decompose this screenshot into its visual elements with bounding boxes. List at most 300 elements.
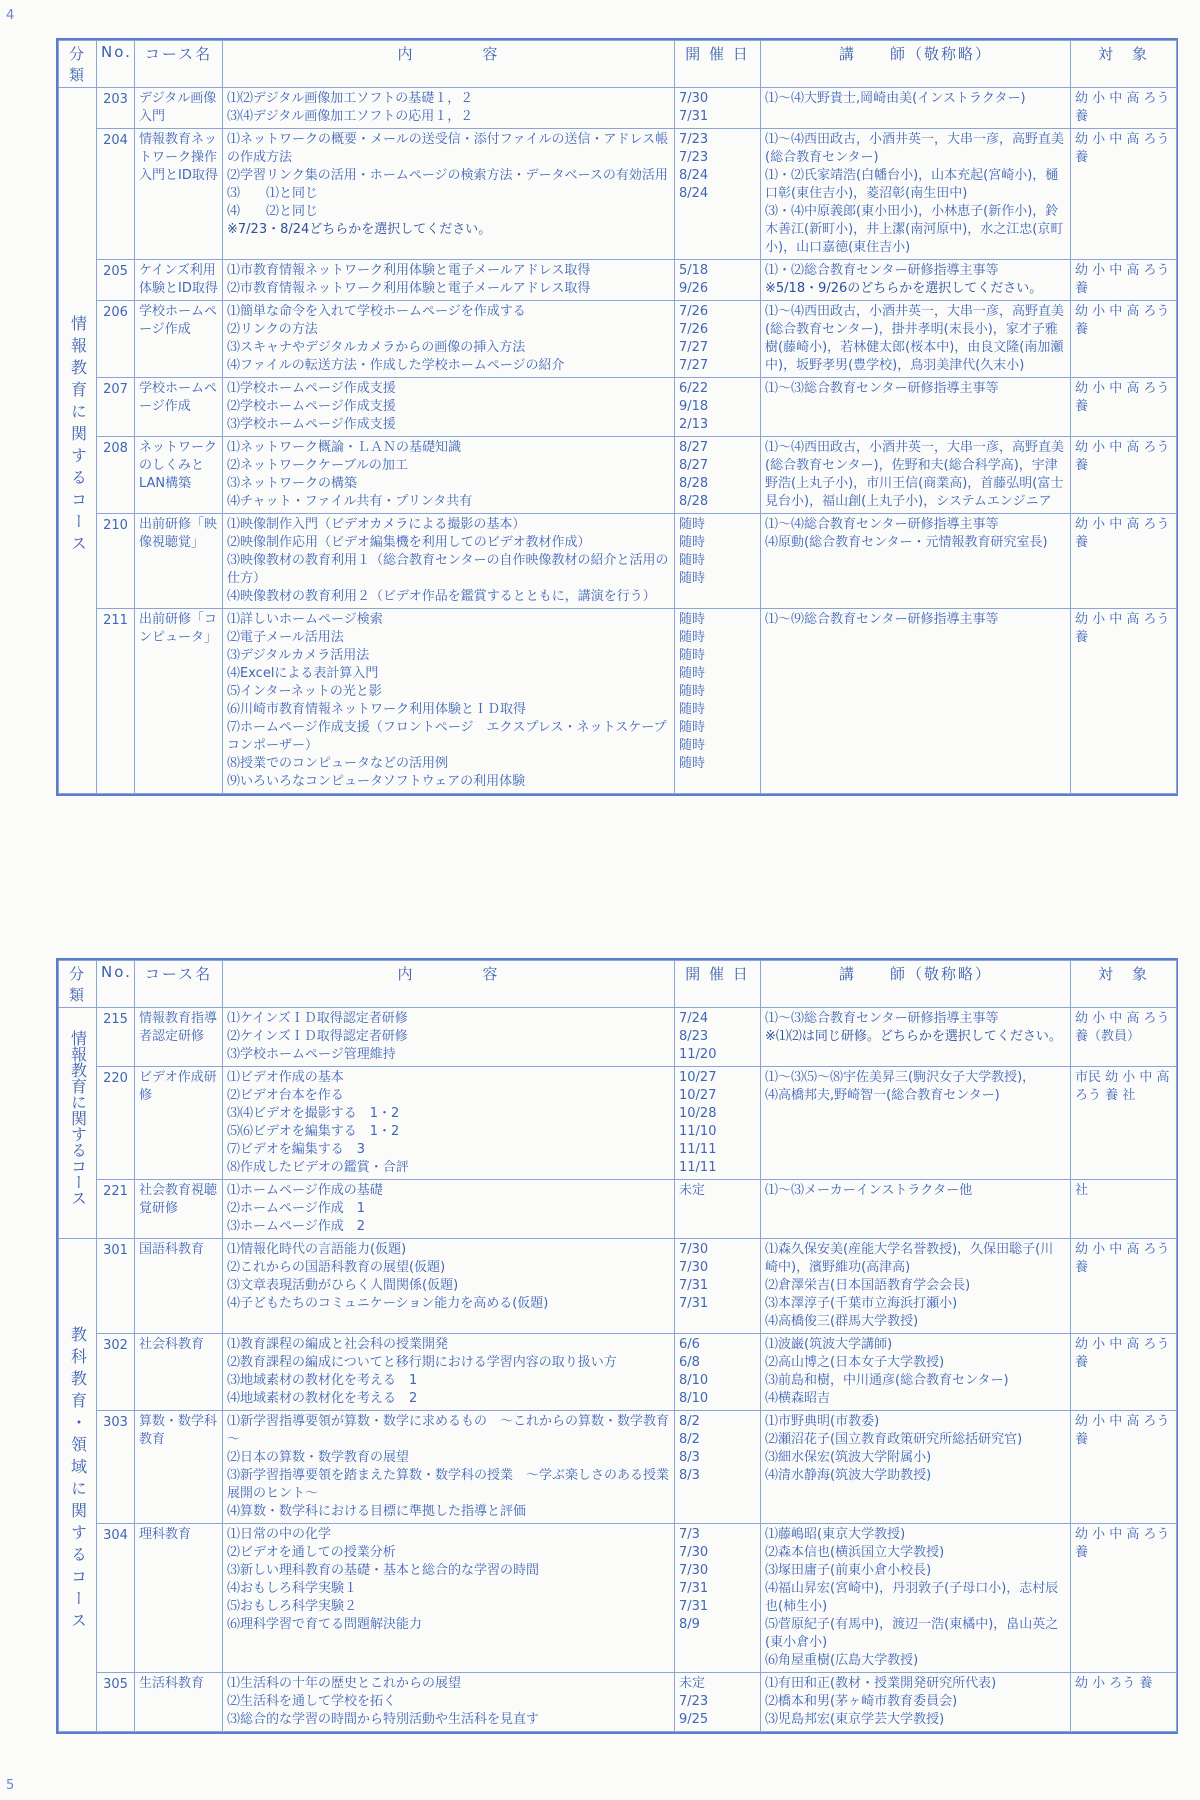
course-dates-line: 随時 (679, 571, 706, 586)
course-dates (675, 1180, 761, 1239)
course-dates-line: 8/10 (679, 1373, 709, 1388)
course-lecturers (761, 1673, 1071, 1732)
course-content-line: ⑺ホームページ作成支援（フロントページ エクスプレス・ネットスケープ コンポーザー） (227, 720, 680, 753)
course-lecturers (761, 1239, 1071, 1334)
course-content-line: ⑶スキャナやデジタルカメラからの画像の挿入方法 (227, 340, 526, 355)
course-lecturers-line: ⑵高山博之(日本女子大学教授) (765, 1355, 945, 1370)
course-content-line: ⑵映像制作応用（ビデオ編集機を利用してのビデオ教材作成） (227, 535, 591, 550)
course-lecturers (761, 88, 1071, 129)
course-dates-line: 7/30 (679, 1563, 709, 1578)
course-dates-line: 7/26 (679, 322, 709, 337)
course-content-line: ⑴ビデオ作成の基本 (227, 1070, 344, 1085)
course-target: 幼 小 ろう 養 (1071, 1673, 1177, 1732)
header-course-name: コース名 (135, 961, 223, 1008)
table-row (59, 1411, 1177, 1524)
course-lecturers-line: ⑴～⑷西田政古，小酒井英一，大串一彦，高野直美(総合教育センター)，佐野和夫(総合科学高)，宇津野浩(上丸子小)，市川王信(商業高)，首藤弘明(富士見台小)，福山創(上丸子小)，システムエンジニア (765, 440, 1065, 509)
table-row (59, 260, 1177, 301)
course-lecturers-line: ⑴・⑵氏家靖浩(白幡台小)，山本充起(宮崎小)，樋口彰(東住吉小)，菱沼彰(南生田中) (765, 168, 1059, 201)
course-dates-line: 随時 (679, 666, 706, 681)
course-dates-line: 7/30 (679, 91, 709, 106)
course-content-line: ⑴ケインズＩＤ取得認定者研修 (227, 1011, 408, 1026)
course-content (223, 260, 675, 301)
course-content (223, 1008, 675, 1067)
course-dates (675, 301, 761, 378)
course-dates-line: 随時 (679, 702, 706, 717)
course-number: 208 (97, 437, 135, 514)
course-name: 出前研修「コンピュータ」 (135, 609, 223, 794)
course-content (223, 129, 675, 260)
course-target: 幼 小 中 高 ろう 養 (1071, 1524, 1177, 1673)
course-number: 305 (97, 1673, 135, 1732)
course-lecturers-line: ⑷原動(総合教育センター・元情報教育研究室長) (765, 535, 1048, 550)
course-dates-line: 8/23 (679, 1029, 709, 1044)
course-content (223, 301, 675, 378)
course-content-line: ※7/23・8/24どちらかを選択してください。 (227, 222, 492, 237)
course-name: 学校ホームページ作成 (135, 378, 223, 437)
course-content-line: ⑵生活科を通して学校を拓く (227, 1694, 397, 1709)
course-lecturers-line: ⑷高橋邦夫,野崎智一(総合教育センター) (765, 1088, 1000, 1103)
course-target: 幼 小 中 高 ろう 養 (1071, 514, 1177, 609)
course-content-line: ⑷ファイルの転送方法・作成した学校ホームページの紹介 (227, 358, 565, 373)
course-dates-line: 7/23 (679, 150, 709, 165)
course-content-line: ⑴教育課程の編成と社会科の授業開発 (227, 1337, 449, 1352)
course-content (223, 1524, 675, 1673)
course-content-line: ⑴ネットワーク概論・ＬＡＮの基礎知識 (227, 440, 462, 455)
table-header-row (59, 41, 1177, 88)
course-content-line: ⑵学校ホームページ作成支援 (227, 399, 396, 414)
course-dates (675, 1673, 761, 1732)
course-lecturers-line: ⑶児島邦宏(東京学芸大学教授) (765, 1712, 945, 1727)
course-content-line: ⑷地域素材の教材化を考える 2 (227, 1391, 418, 1406)
course-dates-line: 5/18 (679, 263, 709, 278)
course-dates-line: 7/27 (679, 358, 709, 373)
category-label: 情報教育に関するコース (68, 314, 88, 557)
course-dates-line: 8/27 (679, 440, 709, 455)
course-dates-line: 7/31 (679, 1599, 709, 1614)
header-date: 開 催 日 (675, 41, 761, 88)
course-dates-line: 6/22 (679, 381, 709, 396)
header-lecturer: 講 師（敬称略） (761, 41, 1071, 88)
course-dates (675, 129, 761, 260)
course-content-line: ⑶学校ホームページ管理維持 (227, 1047, 396, 1062)
course-dates-line: 9/25 (679, 1712, 709, 1727)
course-lecturers-line: ⑷高橋俊三(群馬大学教授) (765, 1314, 919, 1329)
header-content: 内 容 (223, 41, 675, 88)
course-content-line: ⑵電子メール活用法 (227, 630, 344, 645)
course-dates-line: 随時 (679, 630, 706, 645)
header-no: No. (97, 41, 135, 88)
course-content-line: ⑶新しい理科教育の基礎・基本と総合的な学習の時間 (227, 1563, 540, 1578)
table-row (59, 378, 1177, 437)
category-cell (59, 88, 97, 794)
table-row (59, 1334, 1177, 1411)
course-lecturers (761, 1334, 1071, 1411)
course-dates-line: 6/6 (679, 1337, 700, 1352)
course-dates (675, 1239, 761, 1334)
course-lecturers-line: ⑶塚田庸子(前東小倉小校長) (765, 1563, 932, 1578)
course-lecturers (761, 437, 1071, 514)
course-content-line: ⑸⑹ビデオを編集する 1・2 (227, 1124, 400, 1139)
course-name: ネットワークのしくみとLAN構築 (135, 437, 223, 514)
header-content: 内 容 (223, 961, 675, 1008)
course-lecturers-line: ※5/18・9/26のどちらかを選択してください。 (765, 281, 1043, 296)
course-content-line: ⑵ケインズＩＤ取得認定者研修 (227, 1029, 408, 1044)
course-dates-line: 未定 (679, 1183, 706, 1198)
course-content-line: ⑷子どもたちのコミュニケーション能力を高める(仮題) (227, 1296, 549, 1311)
course-dates-line: 10/27 (679, 1070, 717, 1085)
table-row (59, 1239, 1177, 1334)
course-lecturers-line: ⑹角屋重樹(広島大学教授) (765, 1653, 919, 1668)
course-dates-line: 7/31 (679, 1296, 709, 1311)
course-content-line: ⑴市教育情報ネットワーク利用体験と電子メールアドレス取得 (227, 263, 591, 278)
course-lecturers-line: ⑶前島和樹，中川通彦(総合教育センター) (765, 1373, 1009, 1388)
course-content-line: ⑴生活科の十年の歴史とこれからの展望 (227, 1676, 462, 1691)
page-number-bottom: 5 (6, 1778, 15, 1793)
course-content (223, 1673, 675, 1732)
course-target: 幼 小 中 高 ろう 養 (1071, 609, 1177, 794)
course-dates-line: 10/27 (679, 1088, 717, 1103)
course-dates-line: 8/28 (679, 476, 709, 491)
course-lecturers-line: ⑴～⑶メーカーインストラクター他 (765, 1183, 973, 1198)
course-dates-line: 8/24 (679, 168, 709, 183)
course-dates-line: 11/11 (679, 1160, 717, 1175)
course-content-line: ⑶新学習指導要領を踏まえた算数・数学科の授業 ～学ぶ楽しさのある授業展開のヒント～ (227, 1468, 670, 1501)
course-lecturers (761, 1411, 1071, 1524)
course-content-line: ⑺ビデオを編集する 3 (227, 1142, 366, 1157)
course-content-line: ⑵学習リンク集の活用・ホームページの検索方法・データベースの有効活用 (227, 168, 668, 183)
course-content (223, 437, 675, 514)
course-dates-line: 11/20 (679, 1047, 717, 1062)
course-lecturers-line: ⑴～⑼総合教育センター研修指導主事等 (765, 612, 999, 627)
course-dates-line: 8/9 (679, 1617, 700, 1632)
course-content-line: ⑶映像教材の教育利用１（総合教育センターの自作映像教材の紹介と活用の仕方） (227, 553, 669, 586)
table-row (59, 88, 1177, 129)
course-dates-line: 随時 (679, 720, 706, 735)
course-dates (675, 609, 761, 794)
category-cell (59, 1008, 97, 1239)
course-dates-line: 7/23 (679, 1694, 709, 1709)
course-content-line: ⑴ホームページ作成の基礎 (227, 1183, 383, 1198)
course-content-line: ⑴学校ホームページ作成支援 (227, 381, 396, 396)
course-target: 幼 小 中 高 ろう 養 (1071, 301, 1177, 378)
course-dates-line: 2/13 (679, 417, 709, 432)
course-number: 303 (97, 1411, 135, 1524)
course-lecturers (761, 1180, 1071, 1239)
course-content (223, 1067, 675, 1180)
course-content-line: ⑵ホームページ作成 1 (227, 1201, 366, 1216)
course-target: 幼 小 中 高 ろう 養 (1071, 378, 1177, 437)
header-category: 分類 (59, 961, 97, 1008)
course-lecturers (761, 260, 1071, 301)
course-dates-line: 7/27 (679, 340, 709, 355)
course-content-line: ⑴映像制作入門（ビデオカメラによる撮影の基本） (227, 517, 526, 532)
course-content (223, 1239, 675, 1334)
course-lecturers-line: ⑴～⑷西田政古，小酒井英一，大串一彦，高野直美(総合教育センター) (765, 132, 1065, 165)
course-number: 220 (97, 1067, 135, 1180)
course-dates (675, 260, 761, 301)
course-dates-line: 6/8 (679, 1355, 700, 1370)
course-dates (675, 1524, 761, 1673)
course-content-line: ⑷おもしろ科学実験１ (227, 1581, 358, 1596)
course-lecturers-line: ⑶・⑷中原義郎(東小田小)，小林恵子(新作小)，鈴木善江(新町小)，井上潔(南河原中)，水之江忠(京町小)，山口嘉徳(東住吉小) (765, 204, 1064, 255)
course-content-line: ⑵教育課程の編成についてと移行期における学習内容の取り扱い方 (227, 1355, 617, 1370)
course-content-line: ⑵これからの国語科教育の展望(仮題) (227, 1260, 446, 1275)
course-dates-line: 8/2 (679, 1432, 700, 1447)
course-number: 211 (97, 609, 135, 794)
category-label: 教科教育・領域に関するコース (68, 1326, 88, 1634)
course-dates (675, 1067, 761, 1180)
course-dates-line: 7/30 (679, 1545, 709, 1560)
course-dates (675, 1411, 761, 1524)
course-lecturers-line: ⑴藤嶋昭(東京大学教授) (765, 1527, 906, 1542)
course-content-line: ⑴日常の中の化学 (227, 1527, 332, 1542)
header-target: 対 象 (1071, 41, 1177, 88)
course-name: ビデオ作成研修 (135, 1067, 223, 1180)
course-target: 社 (1071, 1180, 1177, 1239)
course-name: 生活科教育 (135, 1673, 223, 1732)
course-target: 幼 小 中 高 ろう 養 (1071, 437, 1177, 514)
page-number-top: 4 (6, 8, 15, 23)
course-lecturers-line: ⑴森久保安美(産能大学名誉教授)，久保田聡子(川崎中)，濱野維功(高津高) (765, 1242, 1054, 1275)
course-dates-line: 随時 (679, 756, 706, 771)
header-category: 分類 (59, 41, 97, 88)
course-dates-line: 9/18 (679, 399, 709, 414)
table-row (59, 609, 1177, 794)
course-number: 302 (97, 1334, 135, 1411)
course-dates-line: 随時 (679, 738, 706, 753)
course-name: 国語科教育 (135, 1239, 223, 1334)
header-course-name: コース名 (135, 41, 223, 88)
course-dates-line: 7/23 (679, 132, 709, 147)
course-content (223, 88, 675, 129)
course-lecturers (761, 1008, 1071, 1067)
course-lecturers-line: ⑴市野典明(市教委) (765, 1414, 880, 1429)
course-content-line: ⑷映像教材の教育利用２（ビデオ作品を鑑賞するとともに，講演を行う） (227, 589, 656, 604)
course-name: 情報教育ネットワーク操作入門とID取得 (135, 129, 223, 260)
course-content-line: ⑵リンクの方法 (227, 322, 318, 337)
course-lecturers (761, 378, 1071, 437)
course-lecturers-line: ⑸菅原紀子(有馬中)，渡辺一浩(東橘中)，畠山英之(東小倉小) (765, 1617, 1059, 1650)
table-row (59, 1180, 1177, 1239)
course-target: 幼 小 中 高 ろう 養 (1071, 129, 1177, 260)
course-lecturers-line: ⑴～⑷大野貴士,岡崎由美(インストラクター) (765, 91, 1026, 106)
course-content-line: ⑶⑷ビデオを撮影する 1・2 (227, 1106, 400, 1121)
course-dates-line: 7/26 (679, 304, 709, 319)
course-dates-line: 8/27 (679, 458, 709, 473)
course-content-line: ⑶総合的な学習の時間から特別活動や生活科を見直す (227, 1712, 540, 1727)
course-content-line: ⑵日本の算数・数学教育の展望 (227, 1450, 410, 1465)
course-number: 207 (97, 378, 135, 437)
course-content-line: ⑶文章表現活動がひらく人間関係(仮題) (227, 1278, 459, 1293)
course-number: 204 (97, 129, 135, 260)
course-dates-line: 7/31 (679, 1278, 709, 1293)
course-content-line: ⑶ネットワークの構築 (227, 476, 358, 491)
course-content-line: ⑶⑷デジタル画像加工ソフトの応用１，２ (227, 109, 474, 124)
course-content-line: ⑴情報化時代の言語能力(仮題) (227, 1242, 407, 1257)
table-row (59, 129, 1177, 260)
course-lecturers-line: ⑵瀬沼花子(国立教育政策研究所総括研究官) (765, 1432, 1023, 1447)
course-name: 社会教育視聴覚研修 (135, 1180, 223, 1239)
course-content-line: ⑴ネットワークの概要・メールの送受信・添付ファイルの送信・アドレス帳の作成方法 (227, 132, 669, 165)
course-name: 算数・数学科教育 (135, 1411, 223, 1524)
course-dates-line: 随時 (679, 553, 706, 568)
course-content-line: ⑹川崎市教育情報ネットワーク利用体験とＩＤ取得 (227, 702, 527, 717)
course-content-line: ⑷ ⑵と同じ (227, 204, 319, 219)
course-content-line: ⑴詳しいホームページ検索 (227, 612, 383, 627)
course-name: 理科教育 (135, 1524, 223, 1673)
course-target: 市民 幼 小 中 高 ろう 養 社 (1071, 1067, 1177, 1180)
course-lecturers-line: ⑴～⑷総合教育センター研修指導主事等 (765, 517, 999, 532)
course-lecturers (761, 609, 1071, 794)
course-name: 社会科教育 (135, 1334, 223, 1411)
course-dates-line: 随時 (679, 535, 706, 550)
course-lecturers-line: ⑴～⑶総合教育センター研修指導主事等 (765, 381, 999, 396)
table-row (59, 301, 1177, 378)
course-lecturers-line: ⑴・⑵総合教育センター研修指導主事等 (765, 263, 999, 278)
course-content-line: ⑶デジタルカメラ活用法 (227, 648, 370, 663)
course-dates-line: 8/10 (679, 1391, 709, 1406)
course-target: 幼 小 中 高 ろう 養 (1071, 1334, 1177, 1411)
table-row (59, 1524, 1177, 1673)
course-number: 215 (97, 1008, 135, 1067)
course-dates-line: 未定 (679, 1676, 706, 1691)
course-dates-line: 7/31 (679, 1581, 709, 1596)
course-lecturers-line: ⑴～⑷西田政古，小酒井英一，大串一彦，高野直美(総合教育センター)，掛井孝明(末長小)，家才子雅樹(藤崎小)，若林健太郎(桜本中)，由良文隆(南加瀬中)，坂野孝男(豊学校)，鳥羽美津代(久末小) (765, 304, 1065, 373)
course-content-line: ⑵ビデオ台本を作る (227, 1088, 344, 1103)
course-content-line: ⑴簡単な命令を入れて学校ホームページを作成する (227, 304, 526, 319)
table-row (59, 1067, 1177, 1180)
course-number: 210 (97, 514, 135, 609)
course-table-top (56, 38, 1178, 796)
course-dates-line: 11/10 (679, 1124, 717, 1139)
course-number: 221 (97, 1180, 135, 1239)
course-dates (675, 88, 761, 129)
course-lecturers (761, 1524, 1071, 1673)
course-number: 206 (97, 301, 135, 378)
header-target: 対 象 (1071, 961, 1177, 1008)
course-dates (675, 1008, 761, 1067)
course-content-line: ⑸おもしろ科学実験２ (227, 1599, 358, 1614)
course-dates (675, 378, 761, 437)
course-dates-line: 随時 (679, 517, 706, 532)
course-content-line: ⑼いろいろなコンピュータソフトウェアの利用体験 (227, 774, 526, 789)
course-table (58, 960, 1177, 1732)
course-name: ケインズ利用体験とID取得 (135, 260, 223, 301)
category-label: 情報教育に関するコース (68, 1030, 88, 1206)
course-content-line: ⑷チャット・ファイル共有・プリンタ共有 (227, 494, 473, 509)
table-row (59, 1673, 1177, 1732)
course-dates-line: 随時 (679, 612, 706, 627)
course-content-line: ⑵市教育情報ネットワーク利用体験と電子メールアドレス取得 (227, 281, 591, 296)
header-lecturer: 講 師（敬称略） (761, 961, 1071, 1008)
course-lecturers-line: ⑴波巌(筑波大学講師) (765, 1337, 893, 1352)
course-dates-line: 7/30 (679, 1242, 709, 1257)
course-lecturers-line: ⑵橋本和男(茅ヶ崎市教育委員会) (765, 1694, 958, 1709)
course-dates-line: 8/3 (679, 1450, 700, 1465)
course-content-line: ⑷Excelによる表計算入門 (227, 666, 379, 681)
course-content-line: ⑻授業でのコンピュータなどの活用例 (227, 756, 449, 771)
course-dates-line: 10/28 (679, 1106, 717, 1121)
course-target: 幼 小 中 高 ろう 養 (1071, 1411, 1177, 1524)
course-dates (675, 437, 761, 514)
course-dates (675, 1334, 761, 1411)
course-dates-line: 随時 (679, 684, 706, 699)
course-lecturers-line: ⑴～⑶総合教育センター研修指導主事等 (765, 1011, 999, 1026)
course-dates-line: 9/26 (679, 281, 709, 296)
course-target: 幼 小 中 高 ろう 養 (1071, 1239, 1177, 1334)
course-name: 情報教育指導者認定研修 (135, 1008, 223, 1067)
table-row (59, 1008, 1177, 1067)
course-content-line: ⑵ビデオを通しての授業分析 (227, 1545, 396, 1560)
course-content-line: ⑵ネットワークケーブルの加工 (227, 458, 408, 473)
course-content (223, 1334, 675, 1411)
table-row (59, 437, 1177, 514)
course-content-line: ⑷算数・数学科における目標に準拠した指導と評価 (227, 1504, 527, 1519)
course-dates-line: 7/30 (679, 1260, 709, 1275)
course-content-line: ⑴⑵デジタル画像加工ソフトの基礎１，２ (227, 91, 474, 106)
course-dates-line: 7/31 (679, 109, 709, 124)
course-lecturers-line: ※⑴⑵は同じ研修。どちらかを選択してください。 (765, 1029, 1062, 1044)
course-lecturers-line: ⑶本澤淳子(千葉市立海浜打瀬小) (765, 1296, 958, 1311)
course-target: 幼 小 中 高 ろう 養（教員） (1071, 1008, 1177, 1067)
course-number: 203 (97, 88, 135, 129)
course-content-line: ⑶学校ホームページ作成支援 (227, 417, 396, 432)
course-name: デジタル画像入門 (135, 88, 223, 129)
course-content (223, 609, 680, 794)
course-content-line: ⑶地域素材の教材化を考える 1 (227, 1373, 418, 1388)
course-dates-line: 8/3 (679, 1468, 700, 1483)
course-target: 幼 小 中 高 ろう 養 (1071, 88, 1177, 129)
course-dates-line: 11/11 (679, 1142, 717, 1157)
course-content (223, 514, 675, 609)
header-date: 開 催 日 (675, 961, 761, 1008)
course-content-line: ⑹理科学習で育てる問題解決能力 (227, 1617, 423, 1632)
course-number: 205 (97, 260, 135, 301)
course-table (58, 40, 1177, 794)
course-lecturers-line: ⑷横森昭吉 (765, 1391, 831, 1406)
course-dates-line: 8/28 (679, 494, 709, 509)
course-content-line: ⑶ホームページ作成 2 (227, 1219, 366, 1234)
course-dates-line: 7/3 (679, 1527, 700, 1542)
course-content (223, 378, 675, 437)
course-number: 304 (97, 1524, 135, 1673)
header-no: No. (97, 961, 135, 1008)
course-lecturers-line: ⑷清水静海(筑波大学助教授) (765, 1468, 932, 1483)
course-dates (675, 514, 761, 609)
course-dates-line: 8/2 (679, 1414, 700, 1429)
course-name: 学校ホームページ作成 (135, 301, 223, 378)
course-number: 301 (97, 1239, 135, 1334)
course-content-line: ⑻作成したビデオの鑑賞・合評 (227, 1160, 409, 1175)
course-content-line: ⑶ ⑴と同じ (227, 186, 319, 201)
course-target: 幼 小 中 高 ろう 養 (1071, 260, 1177, 301)
course-name: 出前研修「映像視聴覚」 (135, 514, 223, 609)
course-lecturers (761, 514, 1071, 609)
course-lecturers (761, 301, 1071, 378)
course-dates-line: 7/24 (679, 1011, 709, 1026)
course-dates-line: 随時 (679, 648, 706, 663)
course-content (223, 1180, 675, 1239)
course-content (223, 1411, 675, 1524)
course-lecturers-line: ⑴～⑶⑸～⑻宇佐美昇三(駒沢女子大学教授)， (765, 1070, 1036, 1085)
table-row (59, 514, 1177, 609)
course-lecturers (761, 129, 1071, 260)
course-lecturers-line: ⑴有田和正(教材・授業開発研究所代表) (765, 1676, 997, 1691)
course-table-bottom (56, 958, 1178, 1734)
course-content-line: ⑴新学習指導要領が算数・数学に求めるもの ～これからの算数・数学教育～ (227, 1414, 670, 1447)
course-lecturers-line: ⑵倉澤栄吉(日本国語教育学会会長) (765, 1278, 971, 1293)
course-lecturers-line: ⑵森本信也(横浜国立大学教授) (765, 1545, 945, 1560)
